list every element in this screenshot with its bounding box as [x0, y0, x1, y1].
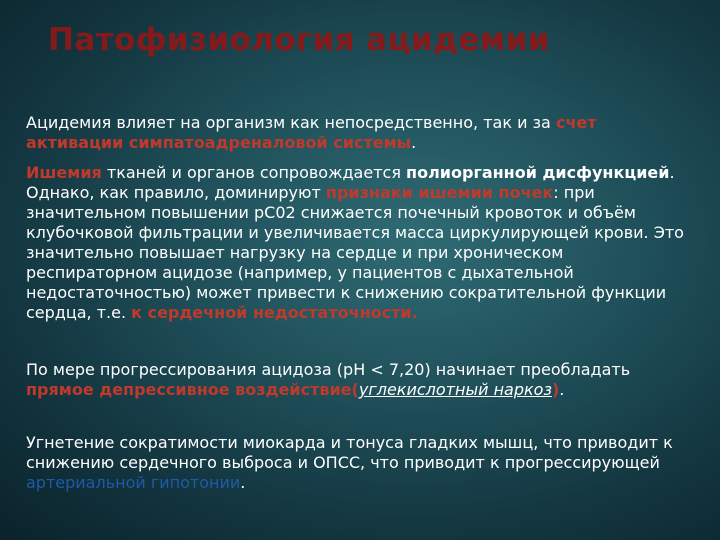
- p2-highlight-heart-failure: к сердечной недостаточности.: [131, 303, 418, 322]
- p4-text-2: .: [240, 473, 246, 492]
- p3-highlight-close-paren: ): [551, 380, 560, 399]
- p1-text-1: Ацидемия влияет на организм как непосредственно, так и за: [26, 113, 556, 132]
- p2-highlight-ischemia: Ишемия: [26, 163, 102, 182]
- p2-text-1: тканей и органов сопровождается: [101, 163, 407, 182]
- p3-text-1: По мере прогрессирования ацидоза (рН < 7,20) начинает преобладать: [26, 360, 631, 379]
- p2-text-2: . Однако, как правило, доминируют: [26, 163, 675, 202]
- paragraph-acidemia-effect: [26, 113, 696, 153]
- p3-italic-narcosis: углекислотный наркоз: [358, 380, 552, 399]
- paragraph-contractility: [26, 433, 696, 493]
- slide-title: Патофизиология ацидемии: [48, 22, 550, 58]
- p1-highlight-sympathoadrenal: счет активации симпатоадреналовой системы: [26, 113, 597, 152]
- p2-bold-multiorgan: полиорганной дисфункцией: [406, 163, 670, 182]
- p4-link-hypotension[interactable]: артериальной гипотонии: [26, 473, 241, 492]
- p2-text-3: : при значительном повышении pC02 снижается почечный кровоток и объём клубочковой фильтрации и увеличивается масса циркулирующей крови. Это значительно повышает нагрузку на сердце и при хроническом респираторном ацидозе (например, у пациентов с дыхательной недостаточностью) может привести к снижению сократительной функции сердца, т.е.: [26, 183, 684, 322]
- p4-text-1: Угнетение сократимости миокарда и тонуса гладких мышц, что приводит к снижению сердечного выброса и ОПСС, что приводит к прогрессирующей: [26, 433, 673, 472]
- p1-text-2: .: [411, 133, 417, 152]
- p3-text-2: .: [559, 380, 565, 399]
- paragraph-ischemia: [26, 163, 696, 323]
- paragraph-acidosis-progression: [26, 360, 696, 400]
- p3-highlight-depressive: прямое депрессивное воздействие(: [26, 380, 359, 399]
- p2-highlight-renal-ischemia: признаки ишемии почек: [325, 183, 554, 202]
